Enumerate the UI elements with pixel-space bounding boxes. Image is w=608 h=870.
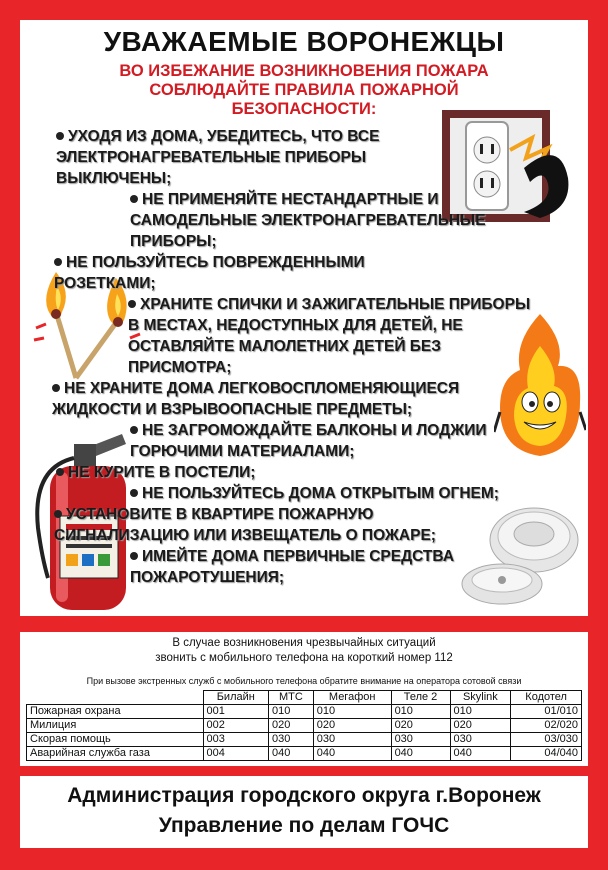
table-cell: 010	[450, 705, 511, 719]
rule-item: ХРАНИТЕ СПИЧКИ И ЗАЖИГАТЕЛЬНЫЕ ПРИБОРЫ В МЕСТАХ, НЕДОСТУПНЫХ ДЛЯ ДЕТЕЙ, НЕ ОСТАВЛЯЙТЕ МАЛОЛЕТНИХ ДЕТЕЙ БЕЗ ПРИСМОТРА;	[128, 296, 531, 376]
table-cell: 010	[269, 705, 314, 719]
bullet-icon	[54, 258, 62, 266]
table-header: Билайн	[203, 691, 269, 705]
table-row	[27, 733, 582, 747]
table-cell: 002	[203, 719, 269, 733]
bullet-icon	[54, 510, 62, 518]
subtitle-line: СОБЛЮДАЙТЕ ПРАВИЛА ПОЖАРНОЙ	[149, 81, 459, 99]
table-header-row	[27, 691, 582, 705]
admin-subtitle: Управление по делам ГОЧС	[158, 814, 450, 837]
table-cell: 030	[269, 733, 314, 747]
table-row	[27, 719, 582, 733]
bullet-icon	[128, 300, 136, 308]
table-cell: Аварийная служба газа	[27, 747, 204, 761]
table-header: Теле 2	[391, 691, 450, 705]
bullet-icon	[52, 384, 60, 392]
rule-item: НЕ ПРИМЕНЯЙТЕ НЕСТАНДАРТНЫЕ И САМОДЕЛЬНЫЕ ЭЛЕКТРОНАГРЕВАТЕЛЬНЫЕ ПРИБОРЫ;	[130, 191, 486, 250]
table-cell: 020	[313, 719, 391, 733]
table-cell: 030	[450, 733, 511, 747]
emergency-text: звонить с мобильного телефона на короткий номер 112	[155, 652, 453, 664]
table-cell: 03/030	[511, 733, 582, 747]
table-cell: 040	[313, 747, 391, 761]
rule-item: НЕ ПОЛЬЗУЙТЕСЬ ДОМА ОТКРЫТЫМ ОГНЕМ;	[130, 483, 499, 504]
table-cell: Скорая помощь	[27, 733, 204, 747]
rule-item: ИМЕЙТЕ ДОМА ПЕРВИЧНЫЕ СРЕДСТВА ПОЖАРОТУШЕНИЯ;	[130, 548, 455, 586]
admin-title: Администрация городского округа г.Воронеж	[67, 784, 541, 807]
table-header: Кодотел	[511, 691, 582, 705]
table-cell: 020	[450, 719, 511, 733]
bullet-icon	[130, 489, 138, 497]
subtitle-line: ВО ИЗБЕЖАНИЕ ВОЗНИКНОВЕНИЯ ПОЖАРА	[119, 62, 489, 80]
operator-note: При вызове экстренных служб с мобильного телефона обратите внимание на оператора сотовой связи	[86, 676, 522, 686]
admin-panel	[20, 776, 588, 848]
table-cell: 010	[313, 705, 391, 719]
table-cell: 030	[391, 733, 450, 747]
emergency-text: В случае возникновения чрезвычайных ситуаций	[172, 637, 436, 649]
rule-item: НЕ ЗАГРОМОЖДАЙТЕ БАЛКОНЫ И ЛОДЖИИ ГОРЮЧИМИ МАТЕРИАЛАМИ;	[130, 422, 487, 460]
table-cell: 040	[391, 747, 450, 761]
page-title: УВАЖАЕМЫЕ ВОРОНЕЖЦЫ	[103, 26, 505, 57]
table-cell: Милиция	[27, 719, 204, 733]
table-cell: 004	[203, 747, 269, 761]
rule-item: НЕ ХРАНИТЕ ДОМА ЛЕГКОВОСПЛОМЕНЯЮЩИЕСЯ ЖИДКОСТИ И ВЗРЫВООПАСНЫЕ ПРЕДМЕТЫ;	[52, 380, 460, 418]
rule-item: НЕ ПОЛЬЗУЙТЕСЬ ПОВРЕЖДЕННЫМИ РОЗЕТКАМИ;	[54, 254, 365, 292]
table-cell: 040	[450, 747, 511, 761]
rule-item: УСТАНОВИТЕ В КВАРТИРЕ ПОЖАРНУЮ СИГНАЛИЗАЦИЮ ИЛИ ИЗВЕЩАТЕЛЬ О ПОЖАРЕ;	[54, 506, 436, 544]
table-cell: 020	[269, 719, 314, 733]
bullet-icon	[130, 426, 138, 434]
emergency-panel	[20, 632, 588, 766]
table-cell: Пожарная охрана	[27, 705, 204, 719]
table-cell: 030	[313, 733, 391, 747]
table-header: Мегафон	[313, 691, 391, 705]
bullet-icon	[130, 195, 138, 203]
table-cell: 010	[391, 705, 450, 719]
table-header	[27, 691, 204, 705]
table-cell: 001	[203, 705, 269, 719]
table-row	[27, 747, 582, 761]
table-cell: 003	[203, 733, 269, 747]
bullet-icon	[56, 468, 64, 476]
smoke-detector-icon	[460, 504, 582, 608]
bullet-icon	[130, 552, 138, 560]
table-header: МТС	[269, 691, 314, 705]
table-cell: 04/040	[511, 747, 582, 761]
rule-item: НЕ КУРИТЕ В ПОСТЕЛИ;	[56, 462, 255, 483]
rules-panel	[20, 20, 588, 616]
bullet-icon	[56, 132, 64, 140]
subtitle-line: БЕЗОПАСНОСТИ:	[231, 100, 377, 118]
table-cell: 020	[391, 719, 450, 733]
rule-item: УХОДЯ ИЗ ДОМА, УБЕДИТЕСЬ, ЧТО ВСЕ ЭЛЕКТРОНАГРЕВАТЕЛЬНЫЕ ПРИБОРЫ ВЫКЛЮЧЕНЫ;	[56, 128, 380, 187]
phone-table	[26, 690, 582, 761]
table-header: Skylink	[450, 691, 511, 705]
table-row	[27, 705, 582, 719]
table-cell: 01/010	[511, 705, 582, 719]
table-cell: 040	[269, 747, 314, 761]
table-cell: 02/020	[511, 719, 582, 733]
